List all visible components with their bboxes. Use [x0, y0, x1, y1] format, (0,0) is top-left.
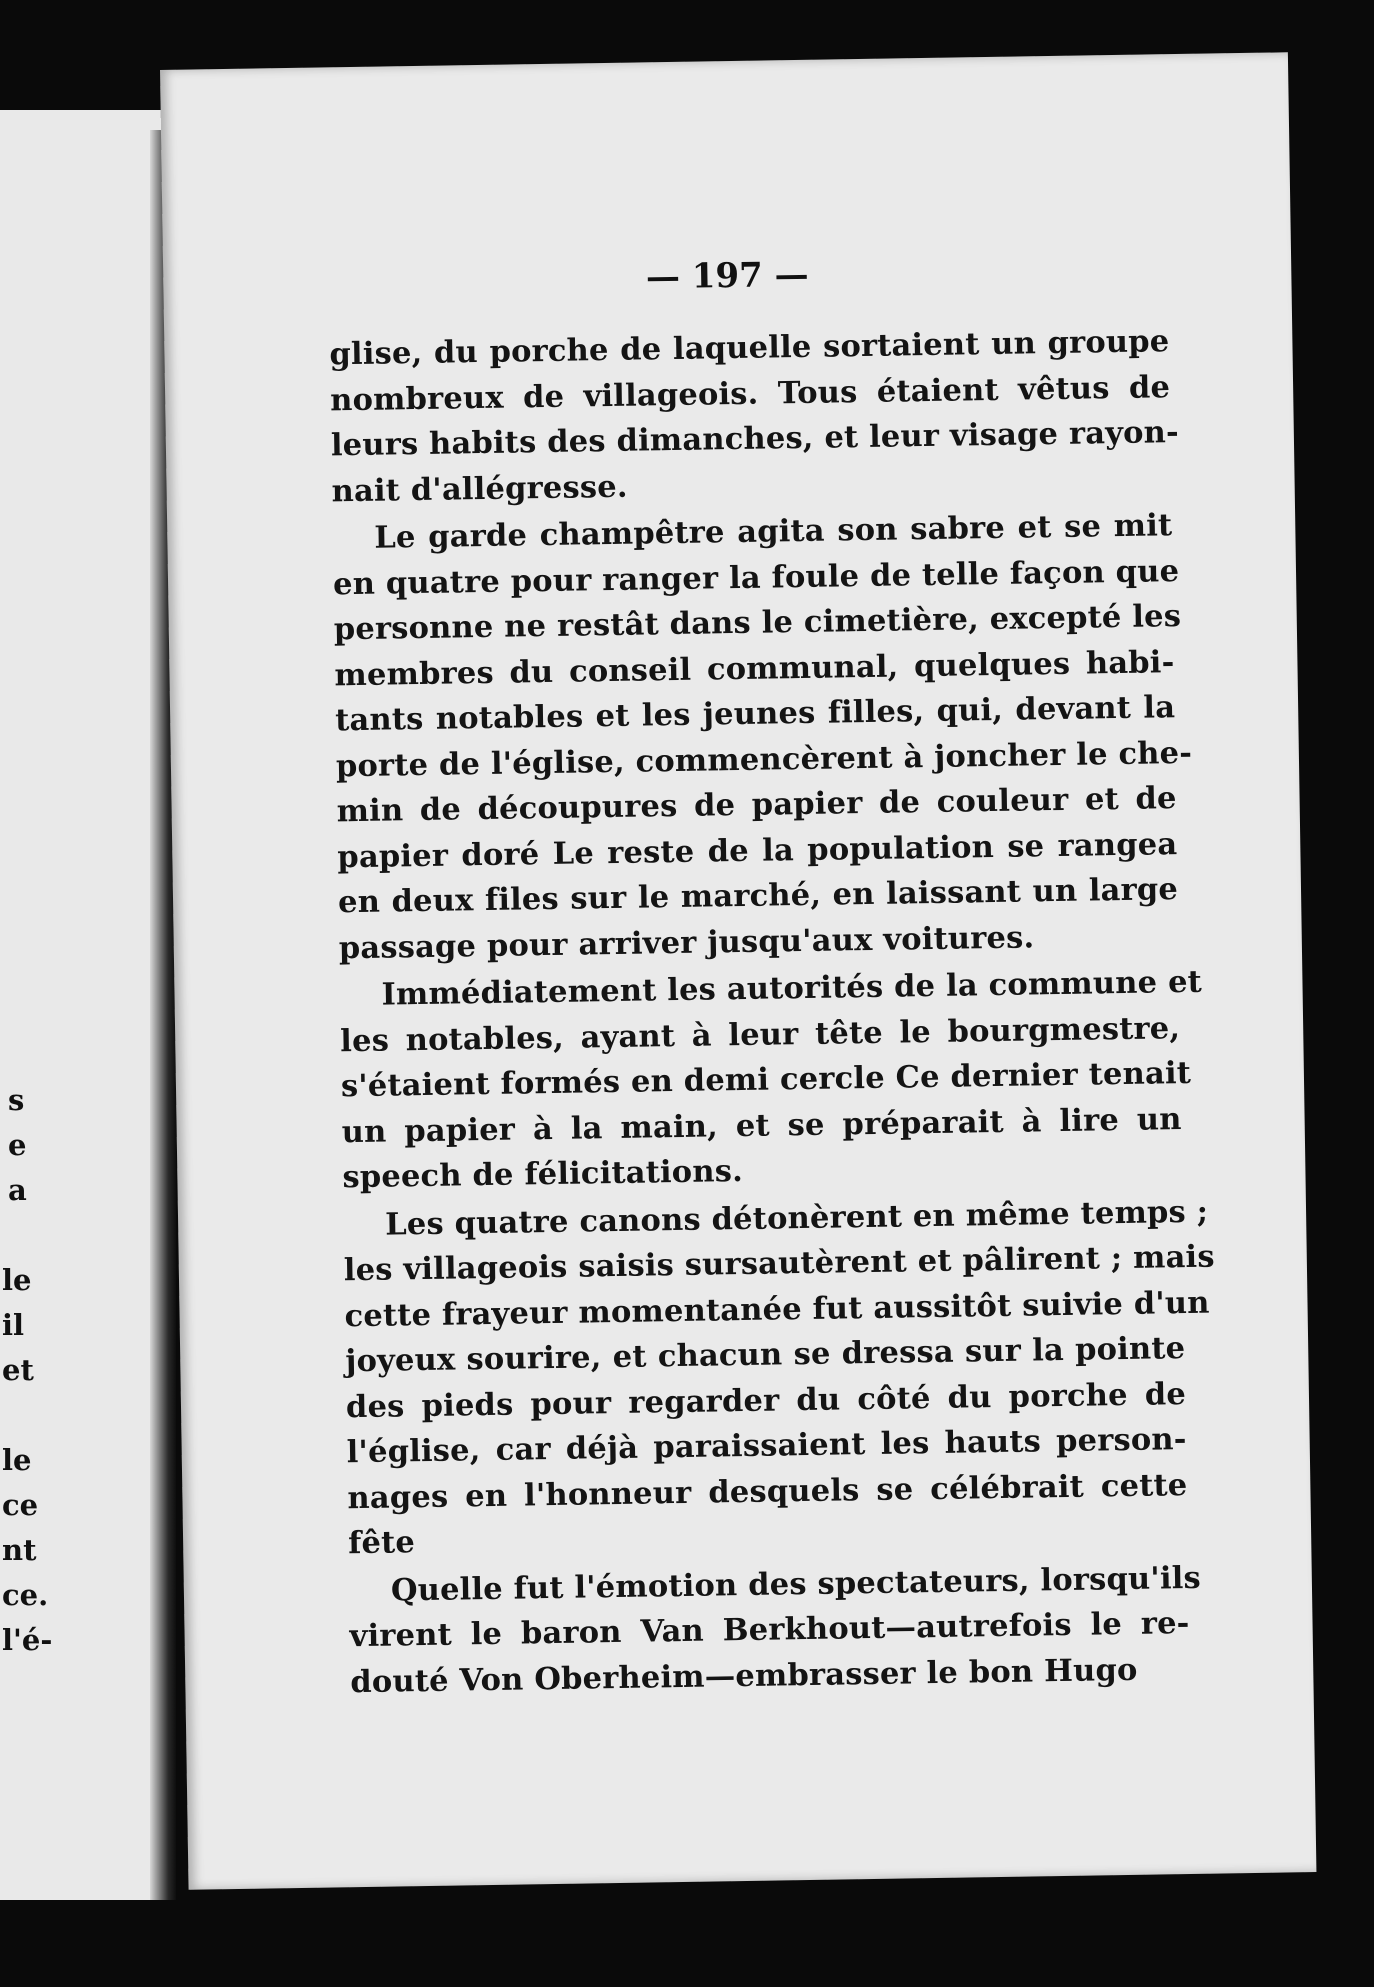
facing-page-fragment: le: [2, 1263, 32, 1297]
text-line: Immédiatement les autorités de la commune et: [381, 963, 1203, 1013]
text-line: leurs habits des dimanches, et leur visage rayon-: [330, 414, 1180, 464]
text-line: Quelle fut l'émotion des spectateurs, lorsqu'ils: [390, 1559, 1202, 1609]
page-body-text: [329, 319, 1215, 1707]
facing-page-fragment: s: [8, 1083, 25, 1117]
text-line: douté Von Oberheim—embrasser le bon Hugo: [350, 1651, 1138, 1700]
text-line: l'église, car déjà paraissaient les hauts person-: [346, 1421, 1187, 1471]
text-line: fête: [347, 1524, 416, 1562]
text-line: Le garde champêtre agita son sabre et se mit: [374, 507, 1173, 556]
text-line: glise, du porche de laquelle sortaient un groupe: [329, 323, 1170, 373]
text-line: personne ne restât dans le cimetière, excepté les: [333, 598, 1182, 648]
facing-page-fragment: a: [8, 1173, 27, 1207]
facing-page-fragment: et: [2, 1353, 34, 1387]
text-line: des pieds pour regarder du côté du porche de: [345, 1375, 1187, 1425]
text-line: joyeux sourire, et chacun se dressa sur la pointe: [345, 1330, 1186, 1380]
text-line: un papier à la main, et se préparait à lire un: [341, 1100, 1182, 1150]
paragraph: [332, 503, 1193, 971]
facing-page-fragment: ce: [2, 1488, 39, 1522]
text-line: nait d'allégresse.: [331, 468, 628, 509]
page-number: — 197 —: [645, 254, 809, 298]
text-line: speech de félicitations.: [342, 1152, 744, 1196]
text-line: tants notables et les jeunes filles, qui, devant la: [334, 689, 1176, 739]
book-page: [160, 52, 1316, 1889]
text-line: membres du conseil communal, quelques habi-: [334, 643, 1175, 693]
text-line: cette frayeur momentanée fut aussitôt suivie d'un: [344, 1284, 1210, 1334]
text-line: porte de l'église, commencèrent à joncher le che-: [335, 734, 1193, 784]
facing-page-fragment: ce.: [2, 1578, 49, 1612]
facing-page-fragment: e: [8, 1128, 27, 1162]
text-line: virent le baron Van Berkhout—autrefois le re-: [349, 1605, 1190, 1655]
text-line: nombreux de villageois. Tous étaient vêtus de: [329, 368, 1171, 418]
text-line: min de découpures de papier de couleur et de: [336, 780, 1177, 830]
paragraph: [339, 960, 1203, 1201]
text-line: Les quatre canons détonèrent en même temps ;: [384, 1193, 1209, 1243]
paragraph: [349, 1556, 1202, 1706]
text-line: les notables, ayant à leur tête le bourgmestre,: [339, 1009, 1181, 1059]
text-line: les villageois saisis sursautèrent et pâlirent ; mais: [343, 1238, 1215, 1289]
text-line: s'étaient formés en demi cercle Ce dernier tenait: [340, 1054, 1192, 1105]
facing-page-fragment: il: [2, 1308, 25, 1342]
text-line: passage pour arriver jusqu'aux voitures.: [338, 918, 1035, 966]
text-line: en deux files sur le marché, en laissant un large: [337, 871, 1179, 921]
facing-page-fragment: le: [2, 1443, 32, 1477]
paragraph: [343, 1190, 1215, 1567]
text-line: papier doré Le reste de la population se rangea: [337, 825, 1178, 875]
facing-page-fragment: nt: [2, 1533, 37, 1567]
paragraph: [329, 319, 1180, 514]
text-line: en quatre pour ranger la foule de telle façon que: [332, 552, 1180, 602]
facing-page-fragment: l'é-: [2, 1623, 53, 1657]
text-line: nages en l'honneur desquels se célébrait cette: [347, 1466, 1188, 1516]
